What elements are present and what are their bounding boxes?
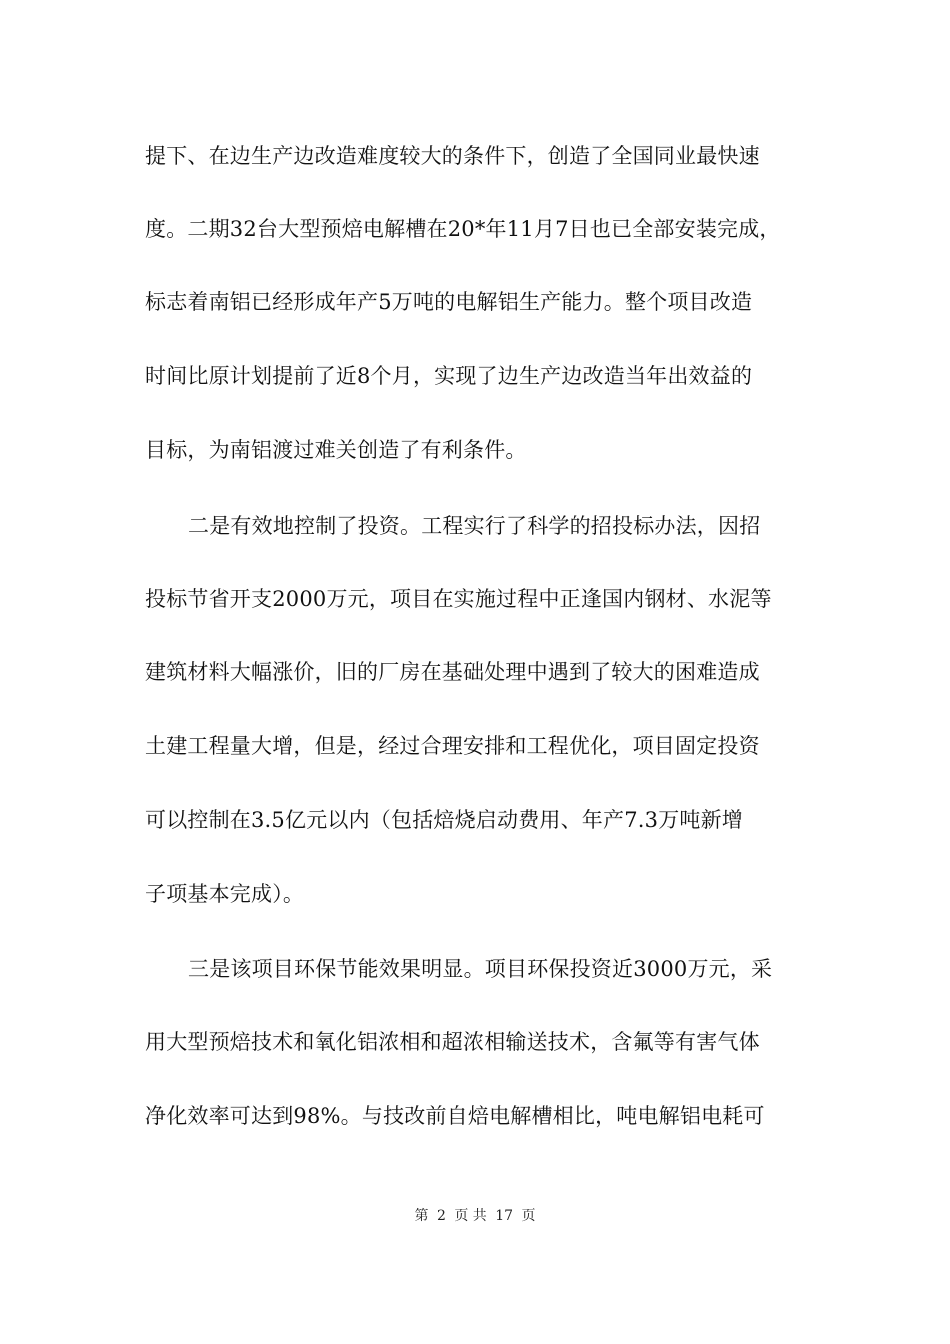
paragraph-3-line-3: 净化效率可达到98%。与技改前自焙电解槽相比，吨电解铝电耗可 xyxy=(145,1104,765,1128)
paragraph-2-line-2: 投标节省开支2000万元，项目在实施过程中正逢国内钢材、水泥等 xyxy=(145,587,772,611)
paragraph-2-line-6: 子项基本完成）。 xyxy=(145,882,305,906)
paragraph-2-line-5: 可以控制在3.5亿元以内（包括焙烧启动费用、年产7.3万吨新增 xyxy=(145,808,743,832)
paragraph-2-line-1: 二是有效地控制了投资。工程实行了科学的招投标办法，因招 xyxy=(188,514,761,538)
paragraph-1-line-1: 提下、在边生产边改造难度较大的条件下，创造了全国同业最快速 xyxy=(145,144,760,168)
footer-page-number: 2 xyxy=(436,1208,446,1224)
paragraph-1-line-5: 目标，为南铝渡过难关创造了有利条件。 xyxy=(145,438,527,462)
footer-prefix: 第 xyxy=(414,1208,429,1224)
paragraph-1-line-4: 时间比原计划提前了近8个月，实现了边生产边改造当年出效益的 xyxy=(145,364,753,388)
paragraph-1-line-3: 标志着南铝已经形成年产5万吨的电解铝生产能力。整个项目改造 xyxy=(145,290,753,314)
paragraph-2-line-4: 土建工程量大增，但是，经过合理安排和工程优化，项目固定投资 xyxy=(145,734,760,758)
footer-middle: 页 共 xyxy=(454,1208,487,1224)
paragraph-3-line-2: 用大型预焙技术和氧化铝浓相和超浓相输送技术，含氟等有害气体 xyxy=(145,1030,760,1054)
page-footer xyxy=(0,1207,950,1225)
footer-total-pages: 17 xyxy=(495,1208,514,1224)
paragraph-2-line-3: 建筑材料大幅涨价，旧的厂房在基础处理中遇到了较大的困难造成 xyxy=(145,660,760,684)
paragraph-1-line-2: 度。二期32台大型预焙电解槽在20*年11月7日也已全部安装完成， xyxy=(145,217,781,241)
paragraph-3-line-1: 三是该项目环保节能效果明显。项目环保投资近3000万元，采 xyxy=(188,957,773,981)
footer-suffix: 页 xyxy=(521,1208,536,1224)
